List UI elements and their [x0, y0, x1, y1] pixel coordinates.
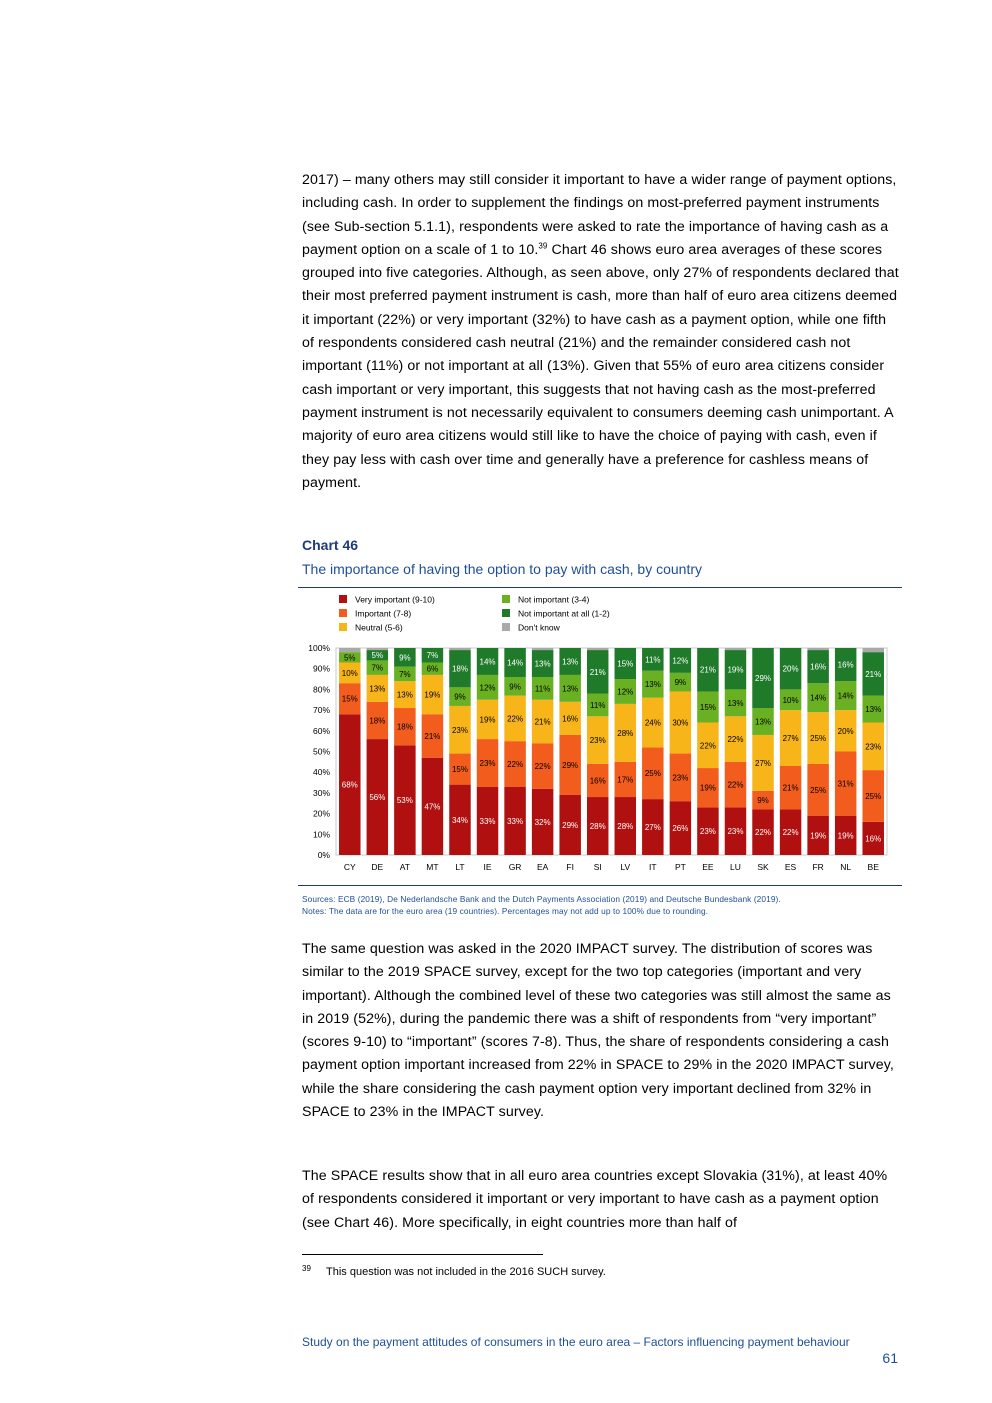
- data-label: 21%: [699, 665, 716, 675]
- x-axis: [344, 862, 879, 872]
- y-tick-label: 40%: [312, 767, 330, 778]
- y-tick-label: 60%: [312, 725, 330, 736]
- legend-label: Not important (3-4): [518, 594, 590, 605]
- data-label: 27%: [782, 734, 799, 744]
- data-label: 23%: [479, 758, 496, 768]
- y-tick-label: 20%: [312, 808, 330, 819]
- data-label: 22%: [507, 759, 524, 769]
- x-tick-label: GR: [508, 862, 522, 872]
- y-tick-label: 30%: [312, 787, 330, 798]
- bar-segment: [449, 648, 470, 650]
- data-label: 16%: [562, 714, 579, 724]
- plot-frame: [336, 648, 887, 855]
- data-label: 30%: [672, 718, 689, 728]
- legend-label: Not important at all (1-2): [518, 608, 610, 619]
- x-tick-label: NL: [840, 862, 852, 872]
- data-label: 33%: [507, 816, 524, 826]
- data-label: 11%: [534, 684, 551, 694]
- bar-segment: [339, 648, 360, 652]
- legend-swatch: [339, 595, 347, 603]
- y-tick-label: 50%: [312, 746, 330, 757]
- data-label: 5%: [371, 651, 384, 661]
- data-label: 14%: [479, 657, 496, 667]
- data-label: 22%: [727, 735, 744, 745]
- legend-swatch: [339, 609, 347, 617]
- x-tick-label: MT: [426, 862, 439, 872]
- data-label: 26%: [672, 824, 689, 834]
- data-label: 22%: [507, 714, 524, 724]
- data-label: 29%: [562, 760, 579, 770]
- data-label: 15%: [617, 659, 634, 669]
- legend-label: Very important (9-10): [355, 594, 435, 605]
- data-label: 10%: [341, 668, 358, 678]
- x-tick-label: SI: [593, 862, 602, 872]
- data-label: 68%: [341, 780, 358, 790]
- data-label: 23%: [699, 827, 716, 837]
- data-label: 16%: [810, 662, 827, 672]
- data-label: 5%: [343, 653, 356, 663]
- data-label: 7%: [371, 663, 384, 673]
- data-label: 28%: [617, 822, 634, 832]
- data-label: 20%: [782, 664, 799, 674]
- x-tick-label: AT: [399, 862, 410, 872]
- x-tick-label: LT: [455, 862, 465, 872]
- data-label: 19%: [479, 715, 496, 725]
- footnote-divider: [302, 1254, 543, 1255]
- y-tick-label: 90%: [312, 663, 330, 674]
- data-label: 9%: [674, 678, 687, 688]
- x-tick-label: CY: [343, 862, 356, 872]
- data-label: 31%: [837, 779, 854, 789]
- third-paragraph: The SPACE results show that in all euro area countries except Slovakia (31%), at least 40% of respondents considered it important or very important to have cash as a payment option (see Chart 46). More specifically, in eight countries more than half of: [302, 1168, 888, 1231]
- x-tick-label: LV: [620, 862, 631, 872]
- data-label: 19%: [837, 831, 854, 841]
- data-label: 18%: [396, 722, 413, 732]
- data-label: 10%: [782, 695, 799, 705]
- data-label: 34%: [451, 815, 468, 825]
- data-label: 22%: [782, 828, 799, 838]
- data-label: 18%: [369, 716, 386, 726]
- data-label: 53%: [396, 796, 413, 806]
- data-label: 12%: [617, 687, 634, 697]
- data-label: 25%: [644, 769, 661, 779]
- data-label: 23%: [727, 827, 744, 837]
- data-label: 23%: [865, 742, 882, 752]
- data-label: 25%: [865, 792, 882, 802]
- data-label: 14%: [810, 693, 827, 703]
- data-label: 19%: [424, 690, 441, 700]
- data-label: 16%: [865, 834, 882, 844]
- data-label: 56%: [369, 793, 386, 803]
- data-label: 21%: [782, 783, 799, 793]
- legend-swatch: [502, 623, 510, 631]
- intro-text-after: Chart 46 shows euro area averages of these scores grouped into five categories. Although, as seen above, only 27% of respondents declared that their most preferred payment instrument is cash, more than half of euro area citizens deemed it important (22%) or very important (32%) to have cash as a payment option, while one fifth of respondents considered cash neutral (21%) and the remainder considered cash not important (11%) or not important at all (13%). Given that 55% of euro area citizens consider cash important or very important, this suggests that not having cash as the most-preferred payment instrument is not necessarily equivalent to consumers deeming cash unimportant. A majority of euro area citizens would still like to have the choice of paying with cash, even if they pay less with cash over time and generally have a preference for cashless means of payment.: [302, 241, 899, 491]
- legend-swatch: [502, 595, 510, 603]
- chart-bars: [339, 648, 884, 855]
- footnote-ref[interactable]: 39: [538, 241, 548, 251]
- data-label: 19%: [810, 831, 827, 841]
- chart-legend: [339, 595, 610, 633]
- footnote-number: 39: [302, 1264, 311, 1273]
- chart-bottom-rule: [298, 885, 902, 886]
- page-number: 61: [882, 1350, 898, 1366]
- data-label: 13%: [755, 717, 772, 727]
- x-tick-label: ES: [784, 862, 797, 872]
- data-label: 27%: [755, 758, 772, 768]
- bar-segment: [587, 648, 608, 650]
- data-label: 22%: [534, 761, 551, 771]
- data-label: 21%: [424, 731, 441, 741]
- data-label: 22%: [727, 780, 744, 790]
- data-label: 9%: [509, 682, 521, 692]
- data-label: 17%: [617, 775, 634, 785]
- chart-top-rule: [298, 587, 902, 588]
- data-label: 6%: [426, 664, 439, 674]
- data-label: 13%: [562, 657, 579, 667]
- data-label: 23%: [451, 725, 468, 735]
- y-tick-label: 80%: [312, 684, 330, 695]
- x-tick-label: IE: [483, 862, 492, 872]
- bar-segment: [725, 648, 746, 650]
- data-label: 19%: [699, 783, 716, 793]
- data-label: 28%: [617, 728, 634, 738]
- data-label: 7%: [399, 669, 411, 679]
- footer-title: Study on the payment attitudes of consumers in the euro area – Factors influencing payment behaviour: [302, 1335, 850, 1349]
- chart-label: Chart 46: [302, 537, 359, 553]
- bar-segment: [367, 648, 388, 650]
- data-label: 13%: [534, 659, 551, 669]
- data-label: 33%: [479, 816, 496, 826]
- data-label: 13%: [644, 680, 661, 690]
- x-tick-label: FR: [812, 862, 824, 872]
- data-label: 16%: [589, 776, 606, 786]
- data-label: 7%: [426, 651, 439, 661]
- x-tick-label: PT: [674, 862, 686, 872]
- x-tick-label: SK: [757, 862, 769, 872]
- footnote-text: This question was not included in the 2016 SUCH survey.: [326, 1266, 606, 1278]
- data-label: 23%: [672, 773, 689, 783]
- legend-label: Important (7-8): [355, 608, 412, 619]
- data-label: 9%: [399, 653, 411, 663]
- data-label: 21%: [534, 717, 551, 727]
- y-tick-label: 10%: [312, 829, 330, 840]
- legend-swatch: [339, 623, 347, 631]
- stacked-bar-chart: [298, 589, 902, 883]
- chart-notes: Notes: The data are for the euro area (19 countries). Percentages may not add up to 100% due to rounding.: [302, 906, 709, 916]
- data-label: 27%: [644, 823, 661, 833]
- data-label: 24%: [644, 718, 661, 728]
- data-label: 13%: [396, 690, 413, 700]
- data-label: 32%: [534, 817, 551, 827]
- data-label: 15%: [699, 702, 716, 712]
- x-tick-label: LU: [730, 862, 741, 872]
- legend-swatch: [502, 609, 510, 617]
- data-label: 16%: [837, 660, 854, 670]
- y-tick-label: 100%: [308, 643, 330, 653]
- data-label: 22%: [755, 828, 772, 838]
- second-paragraph: The same question was asked in the 2020 IMPACT survey. The distribution of scores was similar to the 2019 SPACE survey, except for the two top categories (important and very important). Although the combined level of these two categories was still almost the same as in 2019 (52%), during the pandemic there was a shift of respondents from “very important” (scores 9-10) to “important” (scores 7-8). Thus, the share of respondents considering a cash payment option important increased from 22% in SPACE to 29% in the 2020 IMPACT survey, while the share considering the cash payment option very important declined from 32% in SPACE to 23% in the IMPACT survey.: [302, 941, 894, 1121]
- chart-sources: Sources: ECB (2019), De Nederlandsche Bank and the Dutch Payments Association (2019) and Deutsche Bundesbank (2019).: [302, 894, 781, 904]
- y-tick-label: 70%: [312, 705, 330, 716]
- data-label: 15%: [451, 765, 468, 775]
- data-label: 29%: [755, 674, 772, 684]
- data-label: 11%: [645, 655, 661, 665]
- data-label: 12%: [479, 683, 496, 693]
- intro-paragraph: [302, 169, 900, 495]
- data-label: 25%: [810, 785, 827, 795]
- data-label: 29%: [562, 820, 579, 830]
- x-tick-label: IT: [649, 862, 657, 872]
- data-label: 21%: [589, 667, 606, 677]
- x-tick-label: EA: [536, 862, 549, 872]
- data-label: 18%: [451, 664, 468, 674]
- data-label: 28%: [589, 822, 606, 832]
- bar-segment: [807, 648, 828, 650]
- data-label: 13%: [369, 684, 386, 694]
- x-tick-label: FI: [566, 862, 574, 872]
- legend-label: Don't know: [518, 622, 560, 633]
- data-label: 9%: [454, 692, 466, 702]
- data-label: 11%: [590, 700, 606, 710]
- data-label: 9%: [757, 796, 769, 806]
- data-label: 22%: [699, 741, 716, 751]
- data-label: 15%: [341, 694, 358, 704]
- legend-label: Neutral (5-6): [355, 622, 403, 633]
- data-label: 25%: [810, 734, 827, 744]
- data-label: 23%: [589, 736, 606, 746]
- bar-segment: [862, 648, 883, 652]
- data-label: 12%: [672, 656, 689, 666]
- data-label: 20%: [837, 726, 854, 736]
- intro-text-before: 2017) – many others may still consider it important to have a wider range of payment options, including cash. In order to supplement the findings on most-preferred payment instruments (see Sub-section 5.1.1), respondents were asked to rate the importance of having cash as a payment option on a scale of 1 to 10.: [302, 172, 897, 258]
- data-label: 19%: [727, 665, 744, 675]
- data-label: 13%: [865, 705, 882, 715]
- data-label: 13%: [562, 684, 579, 694]
- x-tick-label: BE: [867, 862, 879, 872]
- y-tick-label: 0%: [317, 850, 330, 860]
- x-tick-label: EE: [702, 862, 714, 872]
- bar-segment: [532, 648, 553, 650]
- data-label: 21%: [865, 669, 882, 679]
- x-tick-label: DE: [371, 862, 384, 872]
- data-label: 14%: [507, 658, 524, 668]
- data-label: 14%: [837, 691, 854, 701]
- chart-title: The importance of having the option to pay with cash, by country: [302, 561, 703, 577]
- data-label: 13%: [727, 698, 744, 708]
- data-label: 47%: [424, 802, 441, 812]
